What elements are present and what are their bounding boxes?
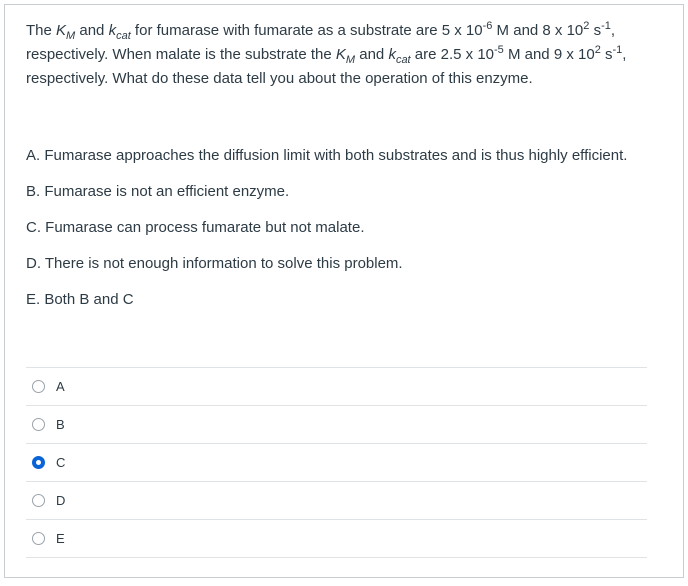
answer-choices	[26, 367, 647, 558]
answer-label-c: C	[56, 455, 66, 470]
question-card	[4, 4, 684, 578]
radio-button-b[interactable]	[32, 418, 45, 431]
answer-option-a[interactable]	[26, 367, 647, 405]
radio-button-d[interactable]	[32, 494, 45, 507]
option-text-c: C. Fumarase can process fumarate but not malate.	[26, 219, 365, 236]
answer-option-c[interactable]	[26, 443, 647, 481]
radio-button-e[interactable]	[32, 532, 45, 545]
answer-label-b: B	[56, 417, 65, 432]
radio-button-c[interactable]	[32, 456, 45, 469]
answer-label-d: D	[56, 493, 66, 508]
option-text-d: D. There is not enough information to solve this problem.	[26, 255, 403, 272]
answer-label-e: E	[56, 531, 65, 546]
answer-option-e[interactable]	[26, 519, 647, 558]
option-text-a: A. Fumarase approaches the diffusion limit with both substrates and is thus highly efficient.	[26, 147, 628, 164]
options-list	[26, 144, 646, 324]
option-text-e: E. Both B and C	[26, 291, 134, 308]
answer-option-b[interactable]	[26, 405, 647, 443]
answer-label-a: A	[56, 379, 65, 394]
radio-button-a[interactable]	[32, 380, 45, 393]
question-text: The $K_M$ and $k_{cat}$ for fumarase with fumarate as a substrate are 5 x $10^{-6}$ M and 8 x $10^2$ $s^{-1}$, respectively. When malate is the substrate the $K_M$ and $k_{cat}$ are 2.5 x $10^{-5}$ M and 9 x $10^2$ $s^{-1}$, respectively. What do these data tell you about the operation of this enzyme.	[26, 20, 627, 87]
option-text-b: B. Fumarase is not an efficient enzyme.	[26, 183, 290, 200]
answer-option-d[interactable]	[26, 481, 647, 519]
